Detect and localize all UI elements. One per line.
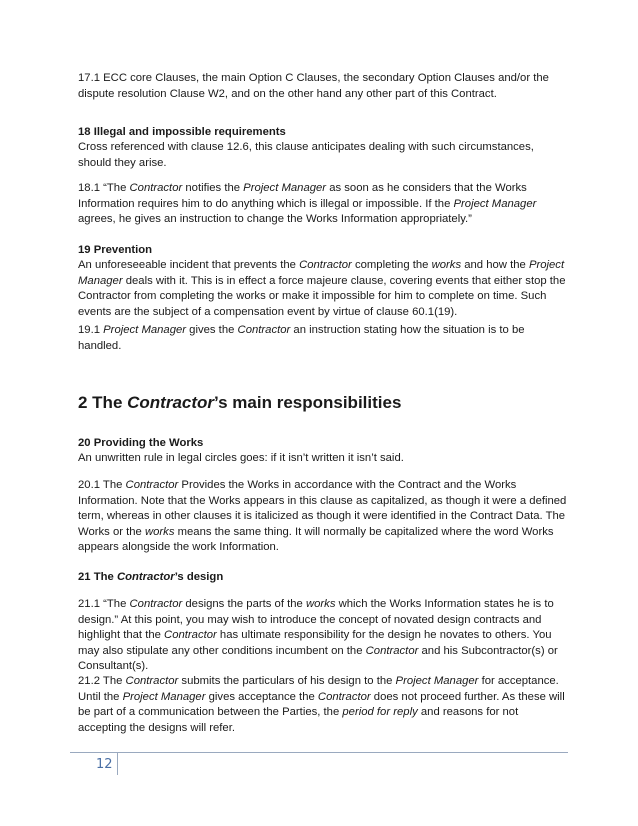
paragraph-20-1: 20.1 The Contractor Provides the Works in accordance with the Contract and the Works Information. Note that the Works appears in this clause as capitalized, as though it were a defined term, whereas in other clauses it is italicized as though it were identified in the Contract Data. The Works or the works means the same thing. It will normally be capitalized where the word Works appears alongside the work Information. (78, 479, 567, 553)
heading-20: 20 Providing the Works (78, 437, 204, 449)
heading-19: 19 Prevention (78, 244, 153, 256)
paragraph-18-1: 18.1 “The Contractor notifies the Project Manager as soon as he considers that the Works Information requires him to do anything which is illegal or impossible. If the Project Manager agrees, he gives an instruction to change the Works Information appropriately.” (78, 182, 537, 225)
paragraph-18: Cross referenced with clause 12.6, this clause anticipates dealing with such circumstances, should they arise. (78, 141, 534, 169)
section-title: 2 The Contractor’s main responsibilities (78, 393, 402, 412)
paragraph-17-1: 17.1 ECC core Clauses, the main Option C Clauses, the secondary Option Clauses and/or the dispute resolution Clause W2, and on the other hand any other part of this Contract. (78, 72, 549, 100)
page-number: 12 (96, 757, 113, 772)
heading-21: 21 The Contractor’s design (78, 571, 224, 583)
paragraph-20: An unwritten rule in legal circles goes: if it isn’t written it isn’t said. (78, 452, 404, 464)
paragraph-21-1: 21.1 “The Contractor designs the parts of the works which the Works Information states he is to design.” At this point, you may wish to introduce the concept of novated design contracts and highlight that the Contractor has ultimate responsibility for the design he novates to others. You may also stipulate any other conditions incumbent on the Contractor and his Subcontractor(s) or Consultant(s). (78, 598, 558, 672)
paragraph-19: An unforeseeable incident that prevents the Contractor completing the works and how the Project Manager deals with it. This is in effect a force majeure clause, covering events that either stop the Contractor from completing the works or make it impossible for him to complete on time. Such events are the subject of a compensation event by virtue of clause 60.1(19). (78, 259, 566, 318)
footer-separator (117, 753, 118, 775)
footer-divider (70, 752, 568, 753)
paragraph-21-2: 21.2 The Contractor submits the particulars of his design to the Project Manager for acceptance. Until the Project Manager gives acceptance the Contractor does not proceed further. As these will be part of a communication between the Parties, the period for reply and reasons for not accepting the designs will refer. (78, 675, 565, 734)
heading-18: 18 Illegal and impossible requirements (78, 126, 286, 138)
paragraph-19-1: 19.1 Project Manager gives the Contractor an instruction stating how the situation is to be handled. (78, 324, 525, 352)
